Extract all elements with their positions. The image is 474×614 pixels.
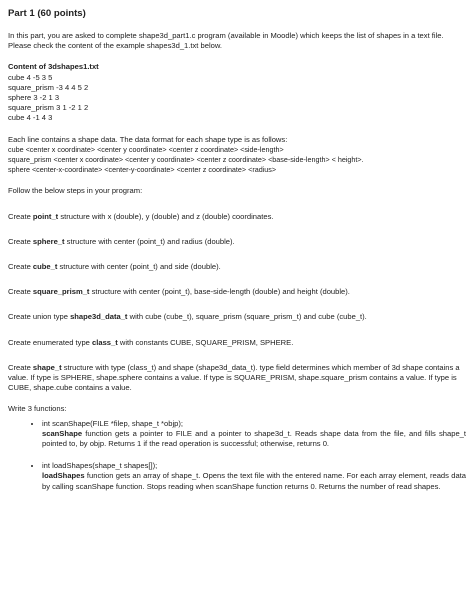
step-paragraph: Create cube_t structure with center (point_t) and side (double). (8, 262, 221, 272)
function-signature: • int loadShapes(shape_t shapes[]); (42, 461, 158, 471)
functions-intro: Write 3 functions: (8, 404, 67, 414)
file-line: cube 4 -1 4 3 (8, 113, 53, 123)
step-paragraph: Create square_prism_t structure with center (point_t), base-side-length (double) and height (double). (8, 287, 350, 297)
type-name: point_t (32, 211, 59, 221)
type-name: shape_t (32, 362, 62, 372)
file-heading: Content of 3dshapes1.txt (8, 62, 99, 72)
function-description: scanShape function gets a pointer to FILE and a pointer to shape3d_t. Reads shape data from the file, and fills shape_t pointed to, by objp. Returns 1 if the read operation is successful; otherwise, returns 0. (42, 428, 466, 449)
function-description: loadShapes function gets an array of shape_t. Opens the text file with the entered name. For each array element, reads data by calling scanShape function. Stops reading when scanShape function returns 0. Returns the number of read shapes. (42, 471, 466, 491)
type-name: class_t (92, 337, 118, 347)
step-paragraph: Create point_t structure with x (double), y (double) and z (double) coordinates. (8, 211, 274, 221)
function-signature: • int scanShape(FILE *filep, shape_t *objp); (42, 418, 183, 428)
file-content-block (8, 62, 466, 123)
file-line: sphere 3 -2 1 3 (8, 93, 60, 103)
format-lines (8, 145, 466, 176)
function-name: scanShape (42, 428, 83, 438)
file-line: square_prism 3 1 -2 1 2 (8, 103, 89, 113)
file-line: cube 4 -5 3 5 (8, 72, 53, 82)
format-block (8, 135, 466, 176)
step-paragraph: Create union type shape3d_data_t with cube (cube_t), square_prism (square_prism_t) and cube (cube_t). (8, 312, 367, 322)
function-name: loadShapes (42, 471, 85, 481)
type-name: shape3d_data_t (70, 312, 128, 322)
intro-paragraph: In this part, you are asked to complete shape3d_part1.c program (available in Moodle) which keeps the list of shapes in a text file. Please check the content of the example shapes3d_1.txt below. (8, 31, 444, 51)
page-title: Part 1 (60 points) (8, 8, 86, 19)
functions-list (8, 419, 466, 492)
format-line: sphere <center-x-coordinate> <center-y-coordinate> <center z coordinate> <radius> (8, 165, 277, 175)
type-name: sphere_t (32, 236, 65, 246)
function-item (42, 419, 466, 450)
function-item (42, 461, 466, 492)
format-line: cube <center x coordinate> <center y coordinate> <center z coordinate> <side-length> (8, 144, 284, 154)
format-intro: Each line contains a shape data. The data format for each shape type is as follows: (8, 134, 288, 144)
step-paragraph: Create enumerated type class_t with constants CUBE, SQUARE_PRISM, SPHERE. (8, 337, 294, 347)
step-paragraph: Create sphere_t structure with center (point_t) and radius (double). (8, 236, 235, 246)
type-name: cube_t (32, 262, 58, 272)
steps-intro: Follow the below steps in your program: (8, 186, 143, 196)
type-name: square_prism_t (32, 287, 90, 297)
file-lines (8, 73, 466, 124)
step-paragraph: Create shape_t structure with type (class_t) and shape (shape3d_data_t). type field determines which member of 3d shape contains a value. If type is SPHERE, shape.sphere contains a value. If type is SQUARE_PRISM, shape.square_prism contains a value. If type is CUBE, shape.cube contains a value. (8, 362, 460, 393)
file-line: square_prism -3 4 4 5 2 (8, 82, 89, 92)
format-line: square_prism <center x coordinate> <center y coordinate> <center z coordinate> <base-side-length> < height>. (8, 155, 364, 165)
